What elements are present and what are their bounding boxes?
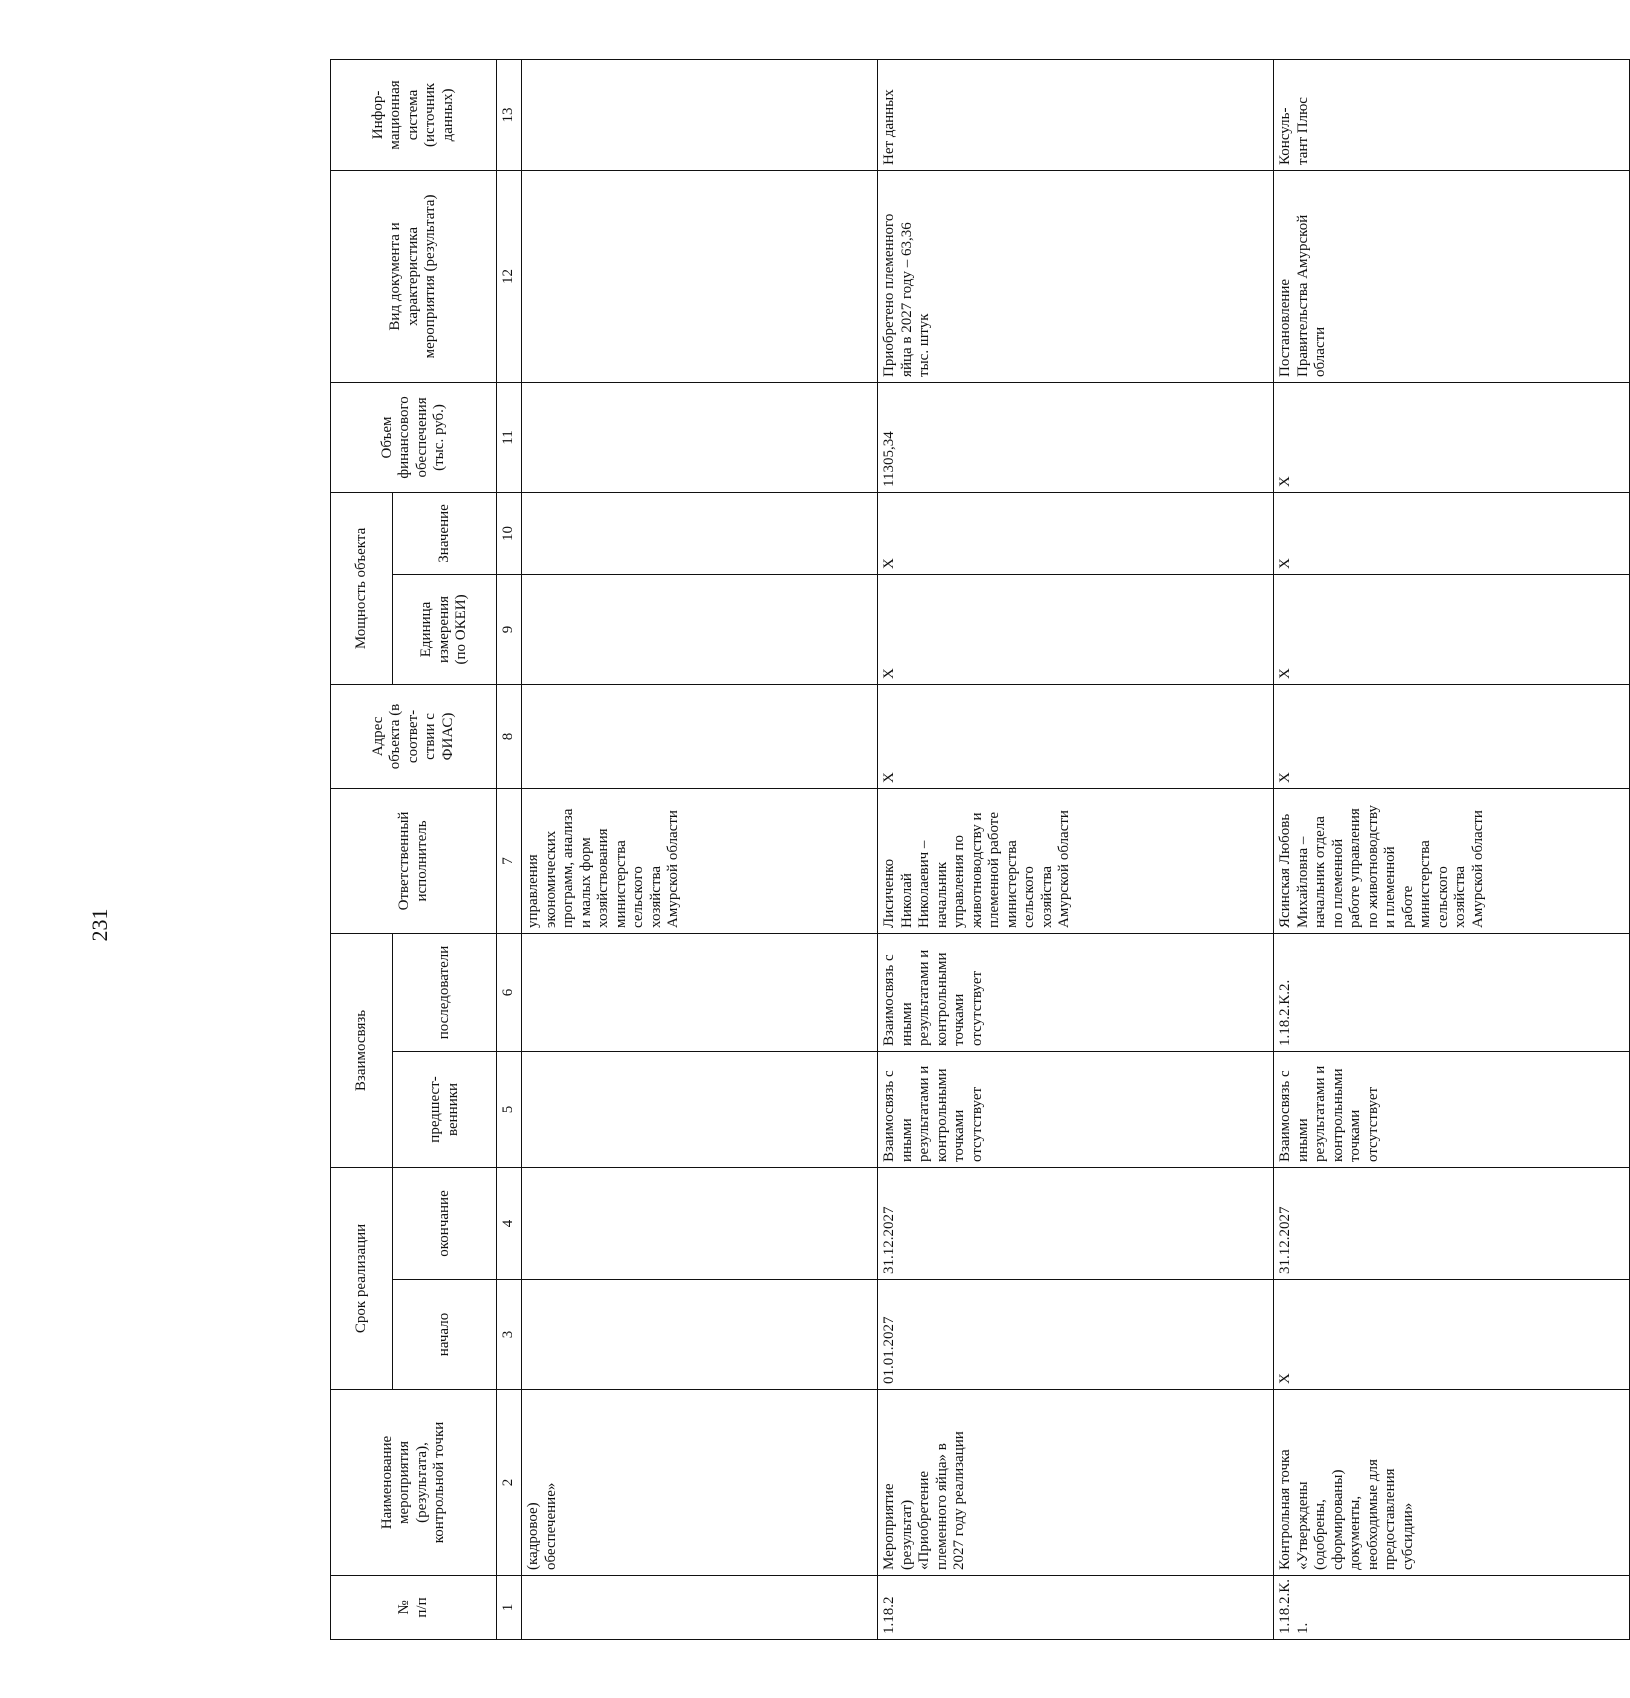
header-line: Единица xyxy=(418,601,435,658)
cell-text: точками xyxy=(951,993,967,1046)
cell-unit xyxy=(522,574,878,684)
cell-text: Взаимосвязь с xyxy=(881,954,897,1046)
header-address xyxy=(331,684,497,788)
cell-text: предоставления xyxy=(1382,1468,1398,1570)
header-line: окончание xyxy=(435,1190,452,1257)
column-number: 10 xyxy=(497,492,522,574)
cell-text: иными xyxy=(898,1118,915,1162)
header-line: Значение xyxy=(435,504,452,563)
cell-n xyxy=(1274,1576,1630,1640)
header-line: Объем xyxy=(378,416,395,459)
header-line: Вид документа и xyxy=(387,222,404,331)
cell-text: управления по xyxy=(951,835,967,928)
column-number: 4 xyxy=(497,1167,522,1279)
cell-start xyxy=(1274,1280,1630,1390)
header-responsible xyxy=(331,788,497,933)
cell-text: тыс. штук xyxy=(916,313,932,377)
cell-text: 01.01.2027 xyxy=(881,1316,897,1384)
cell-text: сформированы) xyxy=(1329,1469,1346,1570)
cell-resp xyxy=(1274,788,1630,933)
cell-text: работе xyxy=(1399,885,1416,928)
cell-doc xyxy=(522,170,878,382)
header-value xyxy=(393,492,497,574)
header-line: Срок реализации xyxy=(352,1223,369,1334)
cell-text: обеспечение» xyxy=(542,1482,559,1570)
cell-text: и малых форм xyxy=(577,837,594,928)
header-line: мероприятия xyxy=(396,1440,412,1525)
header-relation xyxy=(331,933,393,1167)
cell-text: Михайловна – xyxy=(1294,836,1311,928)
cell-start xyxy=(878,1280,1274,1390)
header-line: (результата), xyxy=(413,1442,430,1523)
cell-text: (результат) xyxy=(898,1499,915,1570)
cell-text: «Утверждены xyxy=(1294,1481,1311,1570)
cell-doc xyxy=(1274,170,1630,382)
cell-pred xyxy=(1274,1051,1630,1167)
cell-text: результатами и xyxy=(1312,1065,1328,1162)
header-capacity xyxy=(331,492,393,684)
header-line: данных) xyxy=(439,88,456,142)
cell-text: начальник xyxy=(933,861,950,928)
cell-end xyxy=(1274,1167,1630,1279)
cell-text: Ясинская Любовь xyxy=(1277,813,1293,928)
header-unit xyxy=(393,574,497,684)
cell-info xyxy=(522,59,878,170)
cell-text: иными xyxy=(1294,1118,1311,1162)
column-number: 12 xyxy=(497,170,522,382)
cell-text: Мероприятие xyxy=(881,1483,897,1570)
cell-text: племенной работе xyxy=(986,812,1002,928)
cell-text: точками xyxy=(951,1109,967,1162)
cell-text: Амурской области xyxy=(1469,810,1486,928)
table-row xyxy=(878,59,1274,1639)
cell-text: начальник отдела xyxy=(1312,816,1328,928)
cell-unit xyxy=(1274,574,1630,684)
cell-text: Николаевич – xyxy=(916,840,932,928)
cell-text: программ, анализа xyxy=(560,808,576,928)
cell-resp xyxy=(522,788,878,933)
column-number: 2 xyxy=(497,1390,522,1576)
cell-start xyxy=(522,1280,878,1390)
cell-finance xyxy=(1274,382,1630,492)
cell-text: хозяйства xyxy=(647,865,664,928)
header-line: Мощность объекта xyxy=(352,527,369,650)
cell-text: сельского xyxy=(630,866,646,928)
cell-text: отсутствует xyxy=(968,1086,985,1162)
header-line: п/п xyxy=(413,1597,430,1618)
cell-text: субсидии» xyxy=(1399,1502,1416,1570)
cell-text: хозяйства xyxy=(1452,865,1468,928)
cell-text: тант Плюс xyxy=(1294,97,1311,165)
table-row xyxy=(522,59,878,1639)
header-line: исполнитель xyxy=(413,820,430,902)
header-end xyxy=(393,1167,497,1279)
cell-text: необходимые для xyxy=(1364,1459,1381,1570)
cell-text: отсутствует xyxy=(968,970,985,1046)
cell-n xyxy=(878,1576,1274,1640)
cell-text: (кадровое) xyxy=(525,1502,541,1570)
header-line: соответ- xyxy=(404,709,421,764)
cell-text: 11305,34 xyxy=(881,431,897,487)
cell-text: работе управления xyxy=(1347,808,1363,928)
cell-name xyxy=(878,1390,1274,1576)
cell-text: Х xyxy=(881,558,897,569)
column-number: 5 xyxy=(497,1051,522,1167)
header-period xyxy=(331,1167,393,1389)
header-line: обеспечения xyxy=(413,397,430,478)
cell-text: области xyxy=(1312,326,1328,377)
header-line: измерения xyxy=(435,595,452,663)
header-successors xyxy=(393,933,497,1051)
header-start xyxy=(393,1280,497,1390)
cell-value xyxy=(1274,492,1630,574)
header-line: ствии с xyxy=(422,713,439,760)
table-row xyxy=(1274,59,1630,1639)
cell-unit xyxy=(878,574,1274,684)
header-line: финансового xyxy=(396,396,412,479)
cell-text: Нет данных xyxy=(881,89,897,165)
cell-text: Правительства Амурской xyxy=(1294,214,1311,377)
page-number: 231 xyxy=(87,908,112,942)
cell-succ xyxy=(1274,933,1630,1051)
cell-name xyxy=(1274,1390,1630,1576)
header-line: мероприятия (результата) xyxy=(422,194,439,359)
header-line: объекта (в xyxy=(387,703,404,770)
cell-text: контрольными xyxy=(933,1068,950,1162)
cell-finance xyxy=(878,382,1274,492)
cell-text: министерства xyxy=(612,840,629,928)
cell-text: «Приобретение xyxy=(916,1470,932,1570)
header-line: Инфор- xyxy=(369,90,386,140)
cell-text: Х xyxy=(1277,476,1293,487)
cell-text: Х xyxy=(1277,772,1293,783)
header-line: Взаимосвязь xyxy=(352,1009,369,1092)
column-number: 13 xyxy=(497,59,522,170)
header-line: характеристика xyxy=(404,227,421,326)
header-finance xyxy=(331,382,497,492)
header-line: Адрес xyxy=(369,716,386,757)
cell-info xyxy=(878,59,1274,170)
header-line: Наименование xyxy=(378,1435,395,1530)
cell-info xyxy=(1274,59,1630,170)
header-line: ФИАС) xyxy=(439,712,456,761)
header-line: (источник xyxy=(422,82,439,147)
cell-name xyxy=(522,1390,878,1576)
cell-text: Николай xyxy=(898,873,915,928)
cell-text: 31.12.2027 xyxy=(1277,1206,1293,1274)
header-line: Ответственный xyxy=(396,811,412,911)
column-number: 3 xyxy=(497,1280,522,1390)
header-predecessors xyxy=(393,1051,497,1167)
cell-text: министерства xyxy=(1003,840,1020,928)
table-body xyxy=(497,59,1630,1639)
header-info-system xyxy=(331,59,497,170)
cell-text: Амурской области xyxy=(665,810,681,928)
cell-succ xyxy=(878,933,1274,1051)
cell-text: Х xyxy=(881,772,897,783)
cell-end xyxy=(522,1167,878,1279)
cell-text: племенного яйца» в xyxy=(933,1443,950,1570)
cell-pred xyxy=(522,1051,878,1167)
cell-text: контрольными xyxy=(1329,1068,1346,1162)
cell-text: Х xyxy=(1277,558,1293,569)
cell-text: 1.18.2.К.2. xyxy=(1277,979,1293,1046)
cell-text: документы, xyxy=(1347,1495,1363,1570)
cell-text: контрольными xyxy=(933,952,950,1046)
cell-text: Постановление xyxy=(1277,278,1293,377)
header-line: система xyxy=(404,89,421,141)
cell-text: (одобрены, xyxy=(1312,1499,1328,1570)
header-line: (тыс. руб.) xyxy=(431,404,447,471)
cell-text: 1.18.2 xyxy=(881,1596,897,1634)
cell-pred xyxy=(878,1051,1274,1167)
header-name xyxy=(331,1390,497,1576)
cell-end xyxy=(878,1167,1274,1279)
cell-doc xyxy=(878,170,1274,382)
cell-text: точками xyxy=(1347,1109,1363,1162)
cell-text: по животноводству xyxy=(1364,804,1381,928)
header-line: № xyxy=(396,1600,412,1615)
cell-text: 31.12.2027 xyxy=(881,1206,897,1274)
cell-text: Взаимосвязь с xyxy=(1277,1070,1293,1162)
cell-text: экономических xyxy=(542,830,559,928)
activity-table xyxy=(330,59,1630,1640)
cell-text: Амурской области xyxy=(1056,810,1072,928)
cell-succ xyxy=(522,933,878,1051)
cell-text: Х xyxy=(881,668,897,679)
cell-text: результатами и xyxy=(916,1065,932,1162)
cell-text: хозяйствования xyxy=(595,828,611,928)
cell-text: 1.18.2.К. xyxy=(1277,1578,1293,1634)
header-number xyxy=(331,1576,497,1640)
cell-value xyxy=(522,492,878,574)
cell-text: Контрольная точка xyxy=(1277,1449,1293,1570)
header-line: мационная xyxy=(387,80,404,150)
header-document xyxy=(331,170,497,382)
header-line: начало xyxy=(435,1312,452,1357)
cell-text: Х xyxy=(1277,1373,1293,1384)
cell-finance xyxy=(522,382,878,492)
cell-text: Взаимосвязь с xyxy=(881,1070,897,1162)
cell-text: Лисиченко xyxy=(881,858,897,928)
cell-n xyxy=(522,1576,878,1640)
cell-text: министерства xyxy=(1417,840,1433,928)
cell-resp xyxy=(878,788,1274,933)
cell-text: по племенной xyxy=(1329,838,1346,928)
rotated-sheet xyxy=(330,60,1486,1640)
cell-text: Консуль- xyxy=(1277,107,1293,165)
column-number: 8 xyxy=(497,684,522,788)
cell-text: сельского xyxy=(1434,866,1451,928)
cell-text: Х xyxy=(1277,668,1293,679)
cell-text: 2027 году реализации xyxy=(951,1431,967,1570)
header-line: (по ОКЕИ) xyxy=(453,594,470,665)
cell-address xyxy=(878,684,1274,788)
cell-address xyxy=(522,684,878,788)
cell-text: яйца в 2027 году – 63,36 xyxy=(898,222,915,377)
cell-text: животноводству и xyxy=(968,812,985,928)
cell-text: хозяйства xyxy=(1038,865,1055,928)
cell-value xyxy=(878,492,1274,574)
cell-address xyxy=(1274,684,1630,788)
header-line: контрольной точки xyxy=(431,1421,447,1544)
column-number: 7 xyxy=(497,788,522,933)
column-number: 6 xyxy=(497,933,522,1051)
cell-text: Приобретено племенного xyxy=(881,213,897,377)
cell-text: и племенной xyxy=(1382,846,1398,928)
cell-text: управления xyxy=(525,854,541,928)
header-line: венники xyxy=(444,1082,461,1137)
cell-text: отсутствует xyxy=(1364,1086,1381,1162)
cell-text: 1. xyxy=(1294,1622,1311,1634)
cell-text: результатами и xyxy=(916,949,932,1046)
column-number: 9 xyxy=(497,574,522,684)
header-line: предшест- xyxy=(427,1076,443,1143)
header-line: последователи xyxy=(435,945,452,1040)
column-number: 1 xyxy=(497,1576,522,1640)
cell-text: иными xyxy=(898,1002,915,1046)
column-number-row xyxy=(497,59,522,1639)
column-number: 11 xyxy=(497,382,522,492)
cell-text: сельского xyxy=(1021,866,1037,928)
